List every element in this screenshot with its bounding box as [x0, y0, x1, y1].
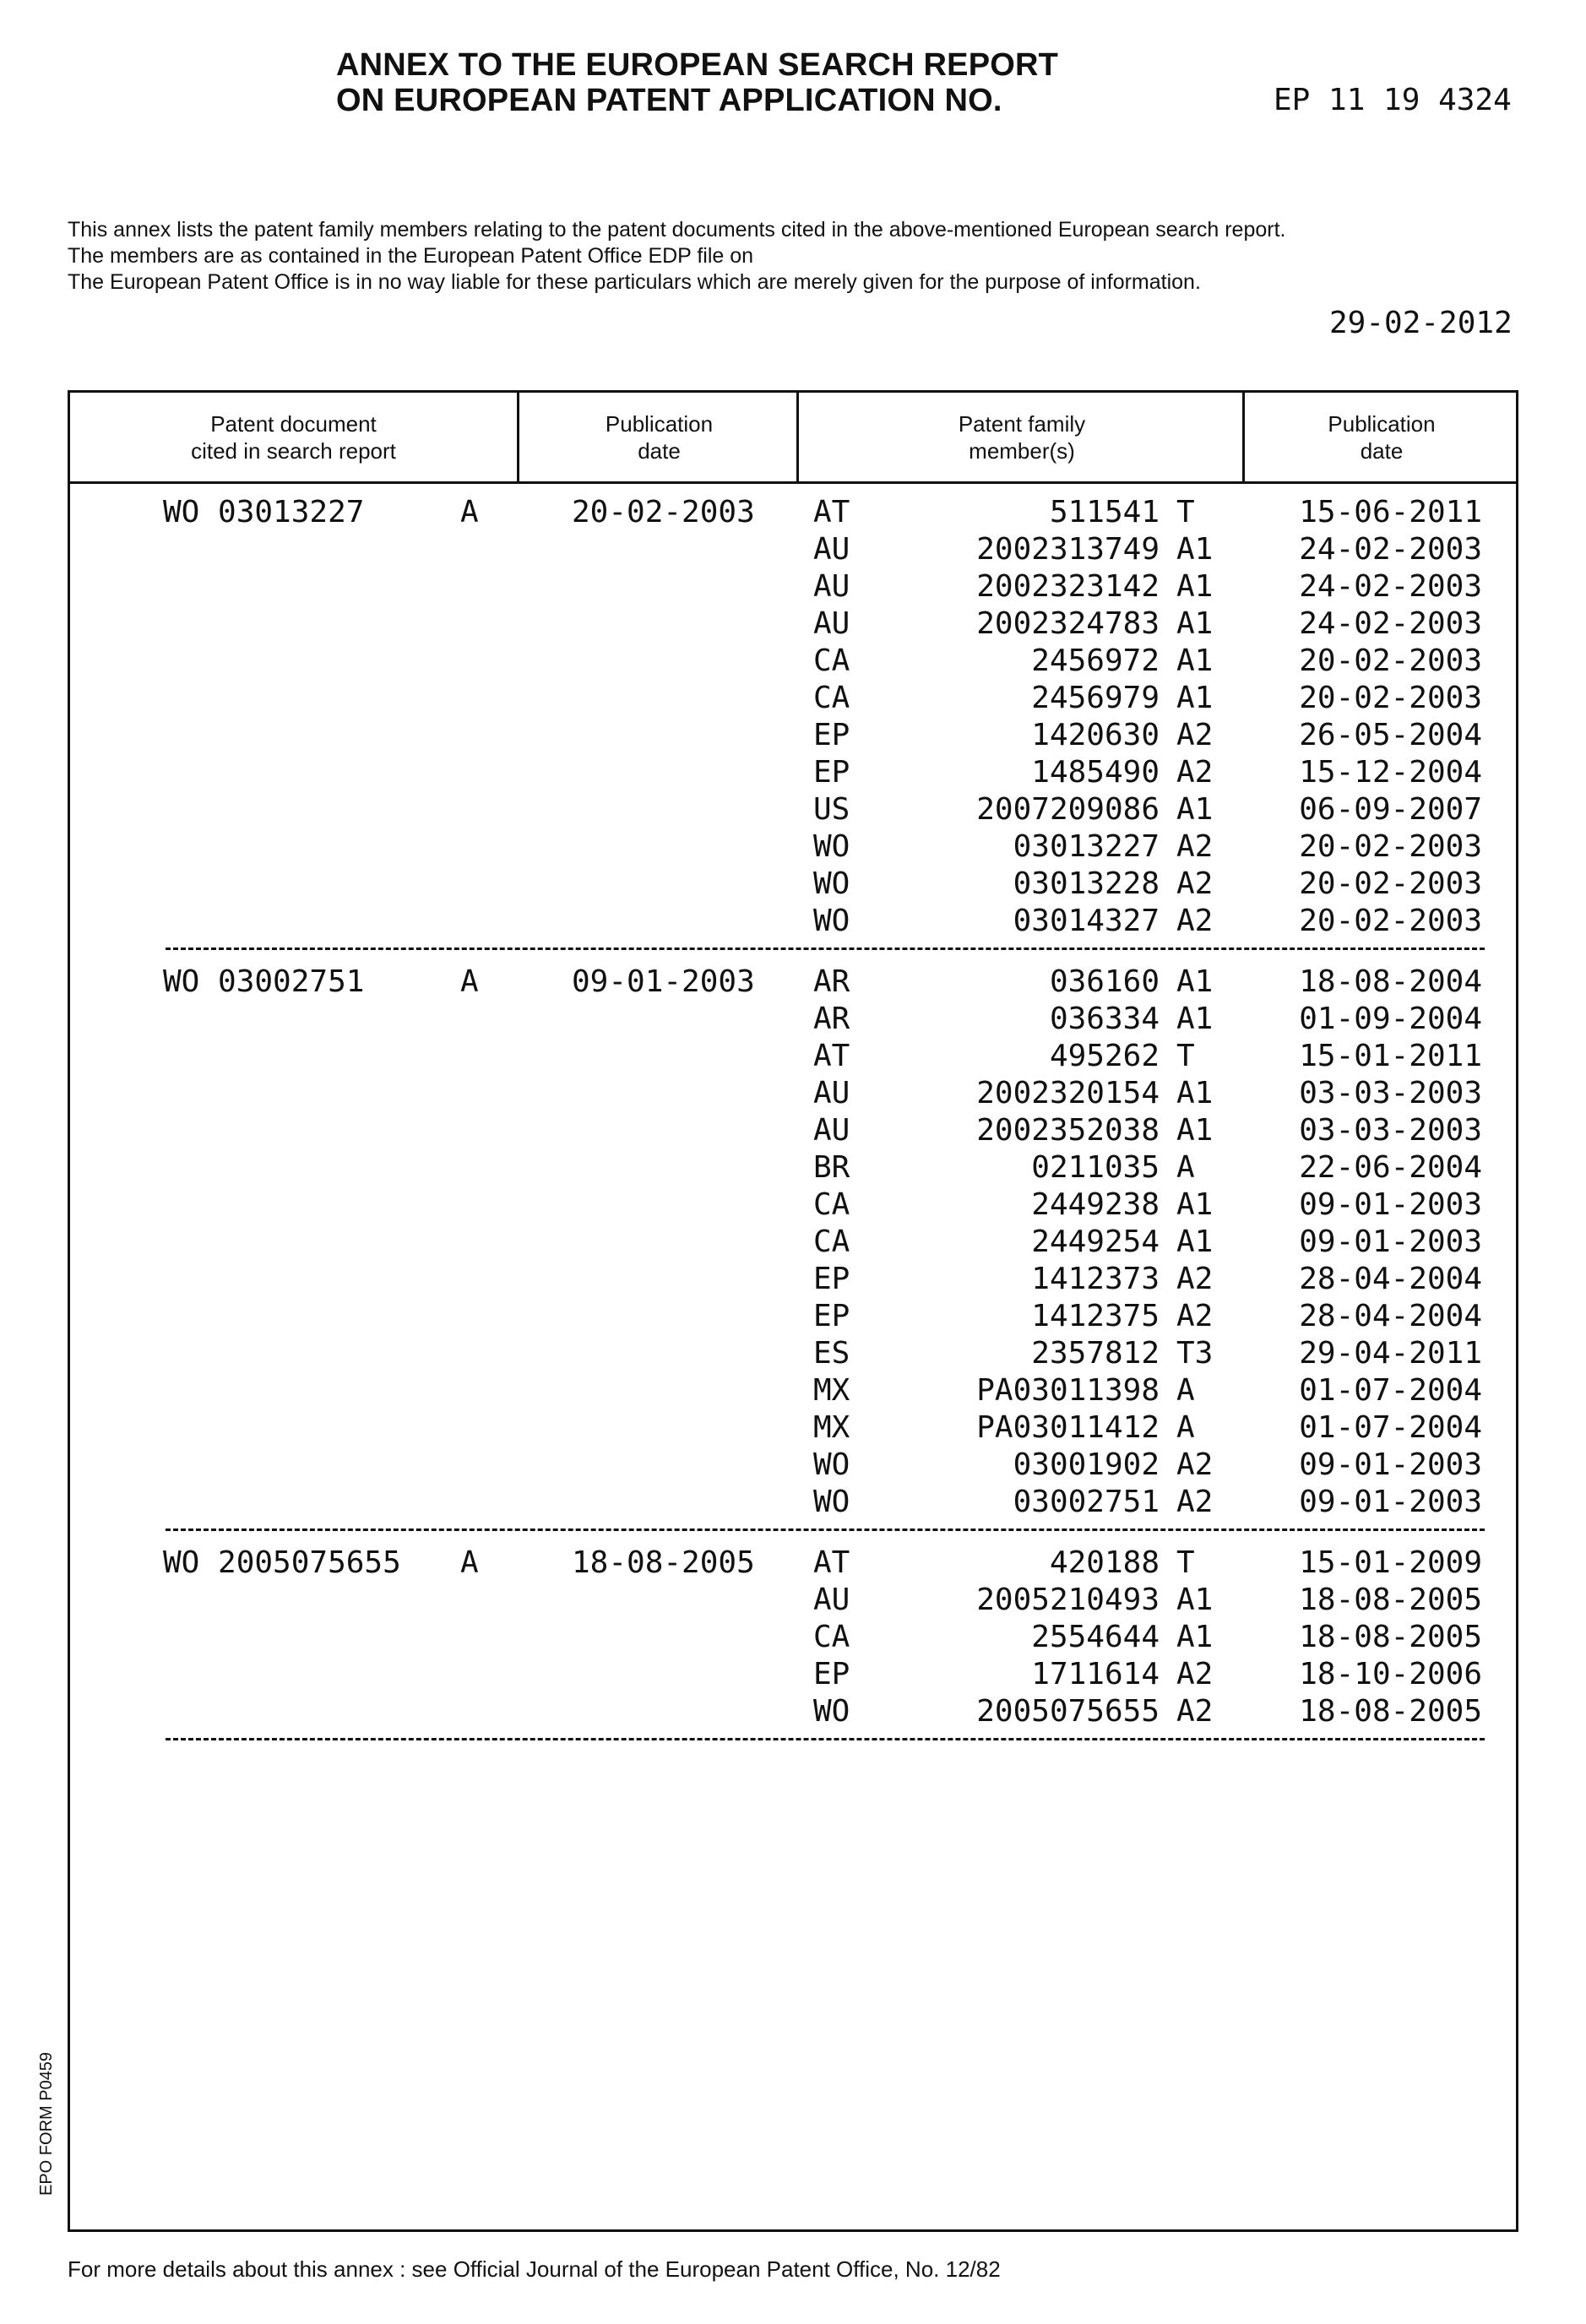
footer-note: For more details about this annex : see Official Journal of the European Patent Office, No. 12/82	[68, 2256, 1001, 2283]
member-number: 2002313749	[881, 532, 1160, 567]
family-member-row	[70, 904, 1516, 941]
member-publication-date: 20-02-2003	[1299, 643, 1482, 678]
member-publication-date: 09-01-2003	[1299, 1187, 1482, 1222]
member-kind-code: A1	[1176, 532, 1213, 567]
member-number: 2005075655	[881, 1694, 1160, 1729]
member-kind-code: A1	[1176, 1002, 1213, 1036]
member-kind-code: A1	[1176, 643, 1213, 678]
header-family-members-line-2: member(s)	[959, 437, 1085, 464]
family-member-row	[70, 495, 1516, 532]
member-number: 036160	[881, 964, 1160, 999]
member-publication-date: 09-01-2003	[1299, 1485, 1482, 1519]
member-publication-date: 20-02-2003	[1299, 829, 1482, 864]
cited-document: WO 2005075655	[163, 1545, 401, 1580]
member-kind-code: T	[1176, 1545, 1195, 1580]
member-number: 1420630	[881, 718, 1160, 752]
family-member-row	[70, 1657, 1516, 1694]
family-member-row	[70, 1224, 1516, 1262]
member-country-code: EP	[813, 1262, 850, 1296]
cited-publication-date: 20-02-2003	[572, 495, 755, 529]
member-number: 420188	[881, 1545, 1160, 1580]
member-kind-code: A2	[1176, 1299, 1213, 1333]
family-member-row	[70, 606, 1516, 643]
group-separator	[166, 948, 1485, 950]
member-publication-date: 18-08-2005	[1299, 1694, 1482, 1729]
patent-family-table	[68, 390, 1518, 2232]
member-publication-date: 06-09-2007	[1299, 792, 1482, 827]
title-line-1: ANNEX TO THE EUROPEAN SEARCH REPORT	[336, 47, 1058, 83]
family-member-row	[70, 1299, 1516, 1336]
member-publication-date: 03-03-2003	[1299, 1113, 1482, 1148]
family-member-row	[70, 1187, 1516, 1224]
member-publication-date: 18-08-2004	[1299, 964, 1482, 999]
cited-document-kind: A	[460, 1545, 479, 1580]
member-publication-date: 28-04-2004	[1299, 1299, 1482, 1333]
member-country-code: EP	[813, 718, 850, 752]
header-patent-document-line-2: cited in search report	[191, 437, 396, 464]
family-member-row	[70, 755, 1516, 792]
member-number: 2456979	[881, 681, 1160, 715]
member-number: PA03011398	[881, 1373, 1160, 1408]
member-number: 03001902	[881, 1447, 1160, 1482]
report-date: 29-02-2012	[1329, 306, 1513, 340]
member-publication-date: 20-02-2003	[1299, 866, 1482, 901]
member-publication-date: 03-03-2003	[1299, 1076, 1482, 1110]
member-kind-code: A2	[1176, 755, 1213, 790]
header-family-members-line-1: Patent family	[959, 410, 1085, 437]
family-member-row	[70, 643, 1516, 681]
member-country-code: WO	[813, 866, 850, 901]
member-publication-date: 09-01-2003	[1299, 1447, 1482, 1482]
header-patent-document-line-1: Patent document	[191, 410, 396, 437]
member-publication-date: 24-02-2003	[1299, 569, 1482, 604]
group-separator	[166, 1738, 1485, 1740]
member-kind-code: A2	[1176, 718, 1213, 752]
group-separator	[166, 1529, 1485, 1531]
member-country-code: WO	[813, 1485, 850, 1519]
member-country-code: AU	[813, 1113, 850, 1148]
family-member-row	[70, 792, 1516, 829]
member-country-code: ES	[813, 1336, 850, 1371]
header-family-date-line-2: date	[1328, 437, 1435, 464]
application-number: EP 11 19 4324	[1274, 83, 1512, 117]
cited-publication-date: 18-08-2005	[572, 1545, 755, 1580]
member-country-code: AR	[813, 1002, 850, 1036]
header-patent-document	[70, 393, 517, 481]
member-country-code: EP	[813, 1299, 850, 1333]
report-title	[336, 47, 1058, 118]
member-kind-code: A2	[1176, 1447, 1213, 1482]
member-kind-code: A1	[1176, 1224, 1213, 1259]
member-publication-date: 24-02-2003	[1299, 532, 1482, 567]
cited-publication-date: 09-01-2003	[572, 964, 755, 999]
member-publication-date: 18-08-2005	[1299, 1620, 1482, 1654]
member-number: 2007209086	[881, 792, 1160, 827]
member-kind-code: A2	[1176, 1262, 1213, 1296]
member-number: 2554644	[881, 1620, 1160, 1654]
intro-line-3: The European Patent Office is in no way liable for these particulars which are merely given for the purpose of information.	[68, 269, 1285, 296]
member-kind-code: A2	[1176, 1657, 1213, 1691]
member-country-code: AU	[813, 1076, 850, 1110]
form-label: EPO FORM P0459	[37, 2052, 57, 2196]
table-header	[70, 393, 1516, 484]
member-country-code: MX	[813, 1410, 850, 1445]
member-country-code: MX	[813, 1373, 850, 1408]
member-publication-date: 20-02-2003	[1299, 681, 1482, 715]
header-family-date-line-1: Publication	[1328, 410, 1435, 437]
member-publication-date: 22-06-2004	[1299, 1150, 1482, 1185]
member-kind-code: A2	[1176, 904, 1213, 938]
family-member-row	[70, 866, 1516, 904]
cited-document: WO 03002751	[163, 964, 364, 999]
member-kind-code: A1	[1176, 606, 1213, 641]
family-member-row	[70, 1410, 1516, 1447]
member-country-code: CA	[813, 681, 850, 715]
intro-line-2: The members are as contained in the European Patent Office EDP file on	[68, 243, 1285, 269]
member-country-code: AT	[813, 1545, 850, 1580]
family-member-row	[70, 1150, 1516, 1187]
member-publication-date: 01-07-2004	[1299, 1410, 1482, 1445]
cited-document: WO 03013227	[163, 495, 364, 529]
member-country-code: BR	[813, 1150, 850, 1185]
header-family-date	[1242, 393, 1518, 481]
member-publication-date: 18-10-2006	[1299, 1657, 1482, 1691]
family-member-row	[70, 1545, 1516, 1583]
member-kind-code: A2	[1176, 866, 1213, 901]
member-country-code: WO	[813, 1447, 850, 1482]
family-member-row	[70, 1002, 1516, 1039]
member-publication-date: 29-04-2011	[1299, 1336, 1482, 1371]
member-kind-code: A1	[1176, 792, 1213, 827]
member-number: 2002323142	[881, 569, 1160, 604]
member-country-code: WO	[813, 829, 850, 864]
member-number: 2449254	[881, 1224, 1160, 1259]
member-publication-date: 28-04-2004	[1299, 1262, 1482, 1296]
header-publication-date	[517, 393, 799, 481]
member-number: 03013227	[881, 829, 1160, 864]
member-kind-code: T	[1176, 495, 1195, 529]
member-country-code: CA	[813, 1224, 850, 1259]
member-number: 2002352038	[881, 1113, 1160, 1148]
member-publication-date: 18-08-2005	[1299, 1583, 1482, 1617]
member-number: 03002751	[881, 1485, 1160, 1519]
member-country-code: CA	[813, 1620, 850, 1654]
family-member-row	[70, 532, 1516, 569]
intro-text	[68, 217, 1285, 296]
family-member-row	[70, 681, 1516, 718]
member-kind-code: A2	[1176, 1694, 1213, 1729]
member-publication-date: 01-09-2004	[1299, 1002, 1482, 1036]
cited-document-kind: A	[460, 964, 479, 999]
member-number: 2002320154	[881, 1076, 1160, 1110]
member-kind-code: A2	[1176, 1485, 1213, 1519]
member-publication-date: 15-06-2011	[1299, 495, 1482, 529]
member-publication-date: 15-01-2009	[1299, 1545, 1482, 1580]
family-member-row	[70, 964, 1516, 1002]
member-number: 511541	[881, 495, 1160, 529]
family-member-row	[70, 1373, 1516, 1410]
member-kind-code: A	[1176, 1150, 1195, 1185]
member-number: 2456972	[881, 643, 1160, 678]
member-number: 036334	[881, 1002, 1160, 1036]
cited-document-kind: A	[460, 495, 479, 529]
family-member-row	[70, 1113, 1516, 1150]
member-kind-code: T3	[1176, 1336, 1213, 1371]
member-country-code: WO	[813, 904, 850, 938]
member-country-code: CA	[813, 1187, 850, 1222]
member-country-code: AT	[813, 1039, 850, 1073]
header-publication-date-line-1: Publication	[606, 410, 713, 437]
member-kind-code: A	[1176, 1410, 1195, 1445]
header-publication-date-line-2: date	[606, 437, 713, 464]
family-member-row	[70, 1620, 1516, 1657]
member-country-code: AU	[813, 1583, 850, 1617]
member-country-code: AT	[813, 495, 850, 529]
family-member-row	[70, 1336, 1516, 1373]
family-member-row	[70, 1262, 1516, 1299]
member-number: 2449238	[881, 1187, 1160, 1222]
member-publication-date: 15-01-2011	[1299, 1039, 1482, 1073]
member-number: 2002324783	[881, 606, 1160, 641]
member-number: 1412373	[881, 1262, 1160, 1296]
member-number: 2357812	[881, 1336, 1160, 1371]
family-member-row	[70, 1447, 1516, 1485]
member-number: 1485490	[881, 755, 1160, 790]
member-kind-code: A1	[1176, 1187, 1213, 1222]
member-number: 1711614	[881, 1657, 1160, 1691]
member-number: 1412375	[881, 1299, 1160, 1333]
member-kind-code: A1	[1176, 1076, 1213, 1110]
family-member-row	[70, 829, 1516, 866]
family-member-row	[70, 1076, 1516, 1113]
member-kind-code: A1	[1176, 1113, 1213, 1148]
member-publication-date: 26-05-2004	[1299, 718, 1482, 752]
member-publication-date: 15-12-2004	[1299, 755, 1482, 790]
member-number: 2005210493	[881, 1583, 1160, 1617]
member-country-code: CA	[813, 643, 850, 678]
member-kind-code: A	[1176, 1373, 1195, 1408]
member-country-code: US	[813, 792, 850, 827]
header-family-members	[796, 393, 1245, 481]
member-number: 03013228	[881, 866, 1160, 901]
family-member-row	[70, 1039, 1516, 1076]
member-country-code: AU	[813, 606, 850, 641]
member-kind-code: T	[1176, 1039, 1195, 1073]
member-number: 495262	[881, 1039, 1160, 1073]
family-member-row	[70, 1583, 1516, 1620]
family-member-row	[70, 569, 1516, 606]
member-number: 03014327	[881, 904, 1160, 938]
title-line-2: ON EUROPEAN PATENT APPLICATION NO.	[336, 83, 1058, 118]
member-kind-code: A1	[1176, 569, 1213, 604]
member-number: PA03011412	[881, 1410, 1160, 1445]
member-country-code: AU	[813, 569, 850, 604]
member-publication-date: 01-07-2004	[1299, 1373, 1482, 1408]
intro-line-1: This annex lists the patent family members relating to the patent documents cited in the above-mentioned European search report.	[68, 217, 1285, 243]
member-country-code: EP	[813, 755, 850, 790]
member-publication-date: 24-02-2003	[1299, 606, 1482, 641]
family-member-row	[70, 1694, 1516, 1731]
member-country-code: WO	[813, 1694, 850, 1729]
member-country-code: AR	[813, 964, 850, 999]
member-kind-code: A1	[1176, 964, 1213, 999]
member-kind-code: A2	[1176, 829, 1213, 864]
member-kind-code: A1	[1176, 1583, 1213, 1617]
family-member-row	[70, 718, 1516, 755]
family-member-row	[70, 1485, 1516, 1522]
member-country-code: AU	[813, 532, 850, 567]
member-publication-date: 09-01-2003	[1299, 1224, 1482, 1259]
member-kind-code: A1	[1176, 1620, 1213, 1654]
member-publication-date: 20-02-2003	[1299, 904, 1482, 938]
member-country-code: EP	[813, 1657, 850, 1691]
member-kind-code: A1	[1176, 681, 1213, 715]
member-number: 0211035	[881, 1150, 1160, 1185]
